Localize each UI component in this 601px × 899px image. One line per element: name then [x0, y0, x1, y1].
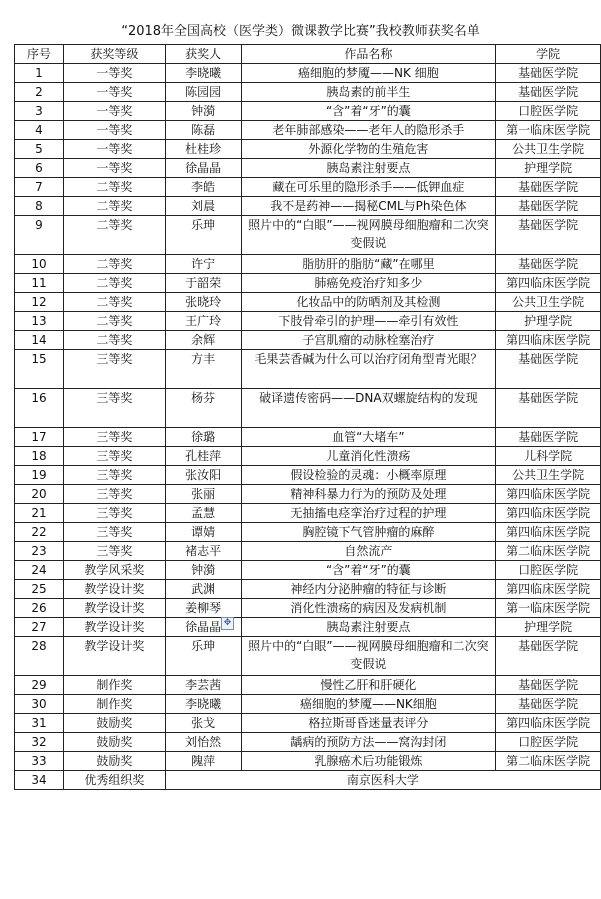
cell-level: 制作奖 — [63, 676, 165, 695]
table-row — [15, 485, 601, 504]
table-row — [15, 599, 601, 618]
table-row — [15, 64, 601, 83]
cell-winner: 张丽 — [165, 485, 241, 504]
cell-no: 3 — [15, 102, 64, 121]
cell-level: 一等奖 — [63, 159, 165, 178]
cell-winner: 李晓曦 — [165, 64, 241, 83]
cell-no: 15 — [15, 350, 64, 389]
cell-level: 制作奖 — [63, 695, 165, 714]
cell-college: 公共卫生学院 — [496, 466, 601, 485]
cell-no: 6 — [15, 159, 64, 178]
table-move-handle-icon[interactable]: ✥ — [221, 617, 234, 630]
cell-college: 第四临床医学院 — [496, 504, 601, 523]
cell-college: 基础医学院 — [496, 389, 601, 428]
header-college: 学院 — [496, 45, 601, 64]
cell-college: 基础医学院 — [496, 83, 601, 102]
cell-college: 基础医学院 — [496, 428, 601, 447]
cell-level: 鼓励奖 — [63, 714, 165, 733]
cell-college: 基础医学院 — [496, 216, 601, 255]
table-row — [15, 102, 601, 121]
cell-level: 一等奖 — [63, 140, 165, 159]
cell-no: 30 — [15, 695, 64, 714]
cell-level: 二等奖 — [63, 216, 165, 255]
cell-college: 护理学院 — [496, 159, 601, 178]
cell-work: 神经内分泌肿瘤的特征与诊断 — [241, 580, 496, 599]
table-body — [15, 64, 601, 790]
cell-work: 假设检验的灵魂：小概率原理 — [241, 466, 496, 485]
cell-winner: 刘晨 — [165, 197, 241, 216]
cell-level: 一等奖 — [63, 64, 165, 83]
table-row — [15, 523, 601, 542]
cell-winner: 杜桂珍 — [165, 140, 241, 159]
cell-college: 基础医学院 — [496, 64, 601, 83]
cell-work: 我不是药神——揭秘CML与Ph染色体 — [241, 197, 496, 216]
cell-college: 护理学院 — [496, 618, 601, 637]
cell-winner: 武渊 — [165, 580, 241, 599]
cell-college: 基础医学院 — [496, 676, 601, 695]
award-table — [14, 44, 601, 790]
cell-no: 5 — [15, 140, 64, 159]
cell-work: 照片中的“白眼”——视网膜母细胞瘤和二次突变假说 — [241, 637, 496, 676]
header-work: 作品名称 — [241, 45, 496, 64]
cell-no: 29 — [15, 676, 64, 695]
cell-winner: 钟漪 — [165, 561, 241, 580]
cell-level: 三等奖 — [63, 466, 165, 485]
cell-winner: 孔桂萍 — [165, 447, 241, 466]
cell-winner: 陈园园 — [165, 83, 241, 102]
cell-level: 三等奖 — [63, 447, 165, 466]
cell-no: 18 — [15, 447, 64, 466]
cell-work: “含”着“牙”的囊 — [241, 561, 496, 580]
cell-winner: 李皓 — [165, 178, 241, 197]
cell-no: 27 — [15, 618, 64, 637]
table-row — [15, 637, 601, 676]
table-row — [15, 447, 601, 466]
cell-level: 二等奖 — [63, 293, 165, 312]
cell-winner: 陈磊 — [165, 121, 241, 140]
cell-college: 第四临床医学院 — [496, 485, 601, 504]
cell-level: 三等奖 — [63, 428, 165, 447]
cell-college: 第一临床医学院 — [496, 121, 601, 140]
cell-winner: 许宁 — [165, 255, 241, 274]
cell-no: 7 — [15, 178, 64, 197]
cell-level: 二等奖 — [63, 197, 165, 216]
cell-winner: 刘怡然 — [165, 733, 241, 752]
cell-work: “含”着“牙”的囊 — [241, 102, 496, 121]
cell-work: 乳腺癌术后功能锻炼 — [241, 752, 496, 771]
table-row — [15, 159, 601, 178]
cell-winner: 王广玲 — [165, 312, 241, 331]
cell-work: 消化性溃疡的病因及发病机制 — [241, 599, 496, 618]
table-row — [15, 389, 601, 428]
cell-winner: 钟漪 — [165, 102, 241, 121]
cell-winner: 隗萍 — [165, 752, 241, 771]
header-level: 获奖等级 — [63, 45, 165, 64]
cell-no: 12 — [15, 293, 64, 312]
cell-no: 33 — [15, 752, 64, 771]
table-row — [15, 714, 601, 733]
cell-level: 三等奖 — [63, 523, 165, 542]
cell-college: 护理学院 — [496, 312, 601, 331]
cell-level: 二等奖 — [63, 255, 165, 274]
table-row — [15, 255, 601, 274]
cell-winner: 李晓曦 — [165, 695, 241, 714]
cell-no: 20 — [15, 485, 64, 504]
cell-level: 教学设计奖 — [63, 580, 165, 599]
cell-college: 基础医学院 — [496, 255, 601, 274]
cell-level: 三等奖 — [63, 542, 165, 561]
cell-college: 口腔医学院 — [496, 733, 601, 752]
cell-level: 二等奖 — [63, 178, 165, 197]
cell-college: 第一临床医学院 — [496, 599, 601, 618]
cell-college: 基础医学院 — [496, 695, 601, 714]
cell-work: 肺癌免疫治疗知多少 — [241, 274, 496, 293]
table-row — [15, 733, 601, 752]
document-title: “2018年全国高校（医学类）微课教学比赛”我校教师获奖名单 — [121, 24, 480, 39]
cell-no: 32 — [15, 733, 64, 752]
cell-work: 照片中的“白眼”——视网膜母细胞瘤和二次突变假说 — [241, 216, 496, 255]
cell-no: 22 — [15, 523, 64, 542]
cell-winner: 徐晶晶 — [165, 618, 241, 637]
cell-work: 下肢骨牵引的护理——牵引有效性 — [241, 312, 496, 331]
table-row — [15, 618, 601, 637]
table-row — [15, 216, 601, 255]
header-winner: 获奖人 — [165, 45, 241, 64]
cell-work: 胸腔镜下气管肿瘤的麻醉 — [241, 523, 496, 542]
cell-level: 二等奖 — [63, 274, 165, 293]
cell-level: 教学设计奖 — [63, 599, 165, 618]
cell-no: 24 — [15, 561, 64, 580]
cell-college: 基础医学院 — [496, 350, 601, 389]
cell-college: 第四临床医学院 — [496, 523, 601, 542]
cell-winner: 方丰 — [165, 350, 241, 389]
table-row — [15, 178, 601, 197]
cell-no: 31 — [15, 714, 64, 733]
table-row — [15, 428, 601, 447]
cell-college: 第二临床医学院 — [496, 542, 601, 561]
cell-college: 口腔医学院 — [496, 102, 601, 121]
cell-work: 破译遗传密码——DNA双螺旋结构的发现 — [241, 389, 496, 428]
cell-college: 儿科学院 — [496, 447, 601, 466]
cell-no: 2 — [15, 83, 64, 102]
cell-work: 龋病的预防方法——窝沟封闭 — [241, 733, 496, 752]
table-header-row — [15, 45, 601, 64]
header-no: 序号 — [15, 45, 64, 64]
cell-level: 三等奖 — [63, 350, 165, 389]
cell-work: 老年肺部感染——老年人的隐形杀手 — [241, 121, 496, 140]
cell-level: 二等奖 — [63, 331, 165, 350]
cell-college: 第四临床医学院 — [496, 714, 601, 733]
cell-work: 格拉斯哥昏迷量表评分 — [241, 714, 496, 733]
cell-no: 19 — [15, 466, 64, 485]
cell-level: 三等奖 — [63, 389, 165, 428]
cell-work: 胰岛素的前半生 — [241, 83, 496, 102]
cell-no: 26 — [15, 599, 64, 618]
cell-college: 公共卫生学院 — [496, 140, 601, 159]
cell-organization: 南京医科大学 — [165, 771, 600, 790]
cell-no: 34 — [15, 771, 64, 790]
cell-work: 癌细胞的梦魇——NK细胞 — [241, 695, 496, 714]
cell-winner: 张晓玲 — [165, 293, 241, 312]
cell-work: 慢性乙肝和肝硬化 — [241, 676, 496, 695]
cell-work: 脂肪肝的脂肪“藏”在哪里 — [241, 255, 496, 274]
cell-work: 癌细胞的梦魇——NK 细胞 — [241, 64, 496, 83]
cell-winner: 李芸茜 — [165, 676, 241, 695]
cell-winner: 乐珅 — [165, 637, 241, 676]
cell-no: 4 — [15, 121, 64, 140]
cell-level: 三等奖 — [63, 504, 165, 523]
cell-level: 教学风采奖 — [63, 561, 165, 580]
table-row — [15, 752, 601, 771]
cell-work: 儿童消化性溃疡 — [241, 447, 496, 466]
table-row — [15, 140, 601, 159]
table-row — [15, 561, 601, 580]
cell-level: 一等奖 — [63, 102, 165, 121]
cell-college: 基础医学院 — [496, 197, 601, 216]
cell-winner: 张汝阳 — [165, 466, 241, 485]
table-row — [15, 580, 601, 599]
cell-college: 第四临床医学院 — [496, 580, 601, 599]
table-row — [15, 121, 601, 140]
cell-no: 9 — [15, 216, 64, 255]
table-row — [15, 466, 601, 485]
cell-winner: 徐晶晶 — [165, 159, 241, 178]
table-row — [15, 274, 601, 293]
table-row — [15, 197, 601, 216]
cell-winner: 于韶荣 — [165, 274, 241, 293]
cell-no: 14 — [15, 331, 64, 350]
cell-work: 外源化学物的生殖危害 — [241, 140, 496, 159]
table-row — [15, 695, 601, 714]
cell-level: 教学设计奖 — [63, 618, 165, 637]
cell-level: 二等奖 — [63, 312, 165, 331]
cell-level: 优秀组织奖 — [63, 771, 165, 790]
cell-level: 教学设计奖 — [63, 637, 165, 676]
cell-work: 毛果芸香碱为什么可以治疗闭角型青光眼？ — [241, 350, 496, 389]
cell-no: 13 — [15, 312, 64, 331]
cell-winner: 孟慧 — [165, 504, 241, 523]
cell-no: 16 — [15, 389, 64, 428]
cell-work: 血管“大堵车” — [241, 428, 496, 447]
cell-work: 子宫肌瘤的动脉栓塞治疗 — [241, 331, 496, 350]
cell-work: 精神科暴力行为的预防及处理 — [241, 485, 496, 504]
cell-level: 三等奖 — [63, 485, 165, 504]
cell-no: 11 — [15, 274, 64, 293]
cell-no: 28 — [15, 637, 64, 676]
cell-work: 胰岛素注射要点 — [241, 159, 496, 178]
cell-level: 一等奖 — [63, 121, 165, 140]
cell-level: 鼓励奖 — [63, 733, 165, 752]
table-row — [15, 350, 601, 389]
cell-no: 25 — [15, 580, 64, 599]
cell-winner: 姜柳琴 — [165, 599, 241, 618]
cell-work: 胰岛素注射要点 — [241, 618, 496, 637]
cell-winner: 乐珅 — [165, 216, 241, 255]
cell-no: 10 — [15, 255, 64, 274]
table-row — [15, 331, 601, 350]
cell-no: 21 — [15, 504, 64, 523]
cell-no: 17 — [15, 428, 64, 447]
cell-no: 1 — [15, 64, 64, 83]
table-row-organization-award — [15, 771, 601, 790]
cell-winner: 张戈 — [165, 714, 241, 733]
cell-work: 藏在可乐里的隐形杀手——低钾血症 — [241, 178, 496, 197]
cell-level: 鼓励奖 — [63, 752, 165, 771]
table-row — [15, 676, 601, 695]
table-row — [15, 293, 601, 312]
cell-college: 第四临床医学院 — [496, 331, 601, 350]
cell-winner: 徐璐 — [165, 428, 241, 447]
cell-college: 基础医学院 — [496, 178, 601, 197]
cell-college: 第四临床医学院 — [496, 274, 601, 293]
cell-college: 第二临床医学院 — [496, 752, 601, 771]
cell-work: 无抽搐电痉挛治疗过程的护理 — [241, 504, 496, 523]
cell-winner: 褚志平 — [165, 542, 241, 561]
cell-winner: 杨芬 — [165, 389, 241, 428]
cell-winner: 余辉 — [165, 331, 241, 350]
cell-college: 公共卫生学院 — [496, 293, 601, 312]
table-row — [15, 312, 601, 331]
table-row — [15, 83, 601, 102]
cell-work: 自然流产 — [241, 542, 496, 561]
cell-college: 基础医学院 — [496, 637, 601, 676]
table-row — [15, 504, 601, 523]
cell-winner: 谭婧 — [165, 523, 241, 542]
cell-work: 化妆品中的防晒剂及其检测 — [241, 293, 496, 312]
cell-no: 8 — [15, 197, 64, 216]
table-row — [15, 542, 601, 561]
cell-level: 一等奖 — [63, 83, 165, 102]
cell-college: 口腔医学院 — [496, 561, 601, 580]
cell-no: 23 — [15, 542, 64, 561]
